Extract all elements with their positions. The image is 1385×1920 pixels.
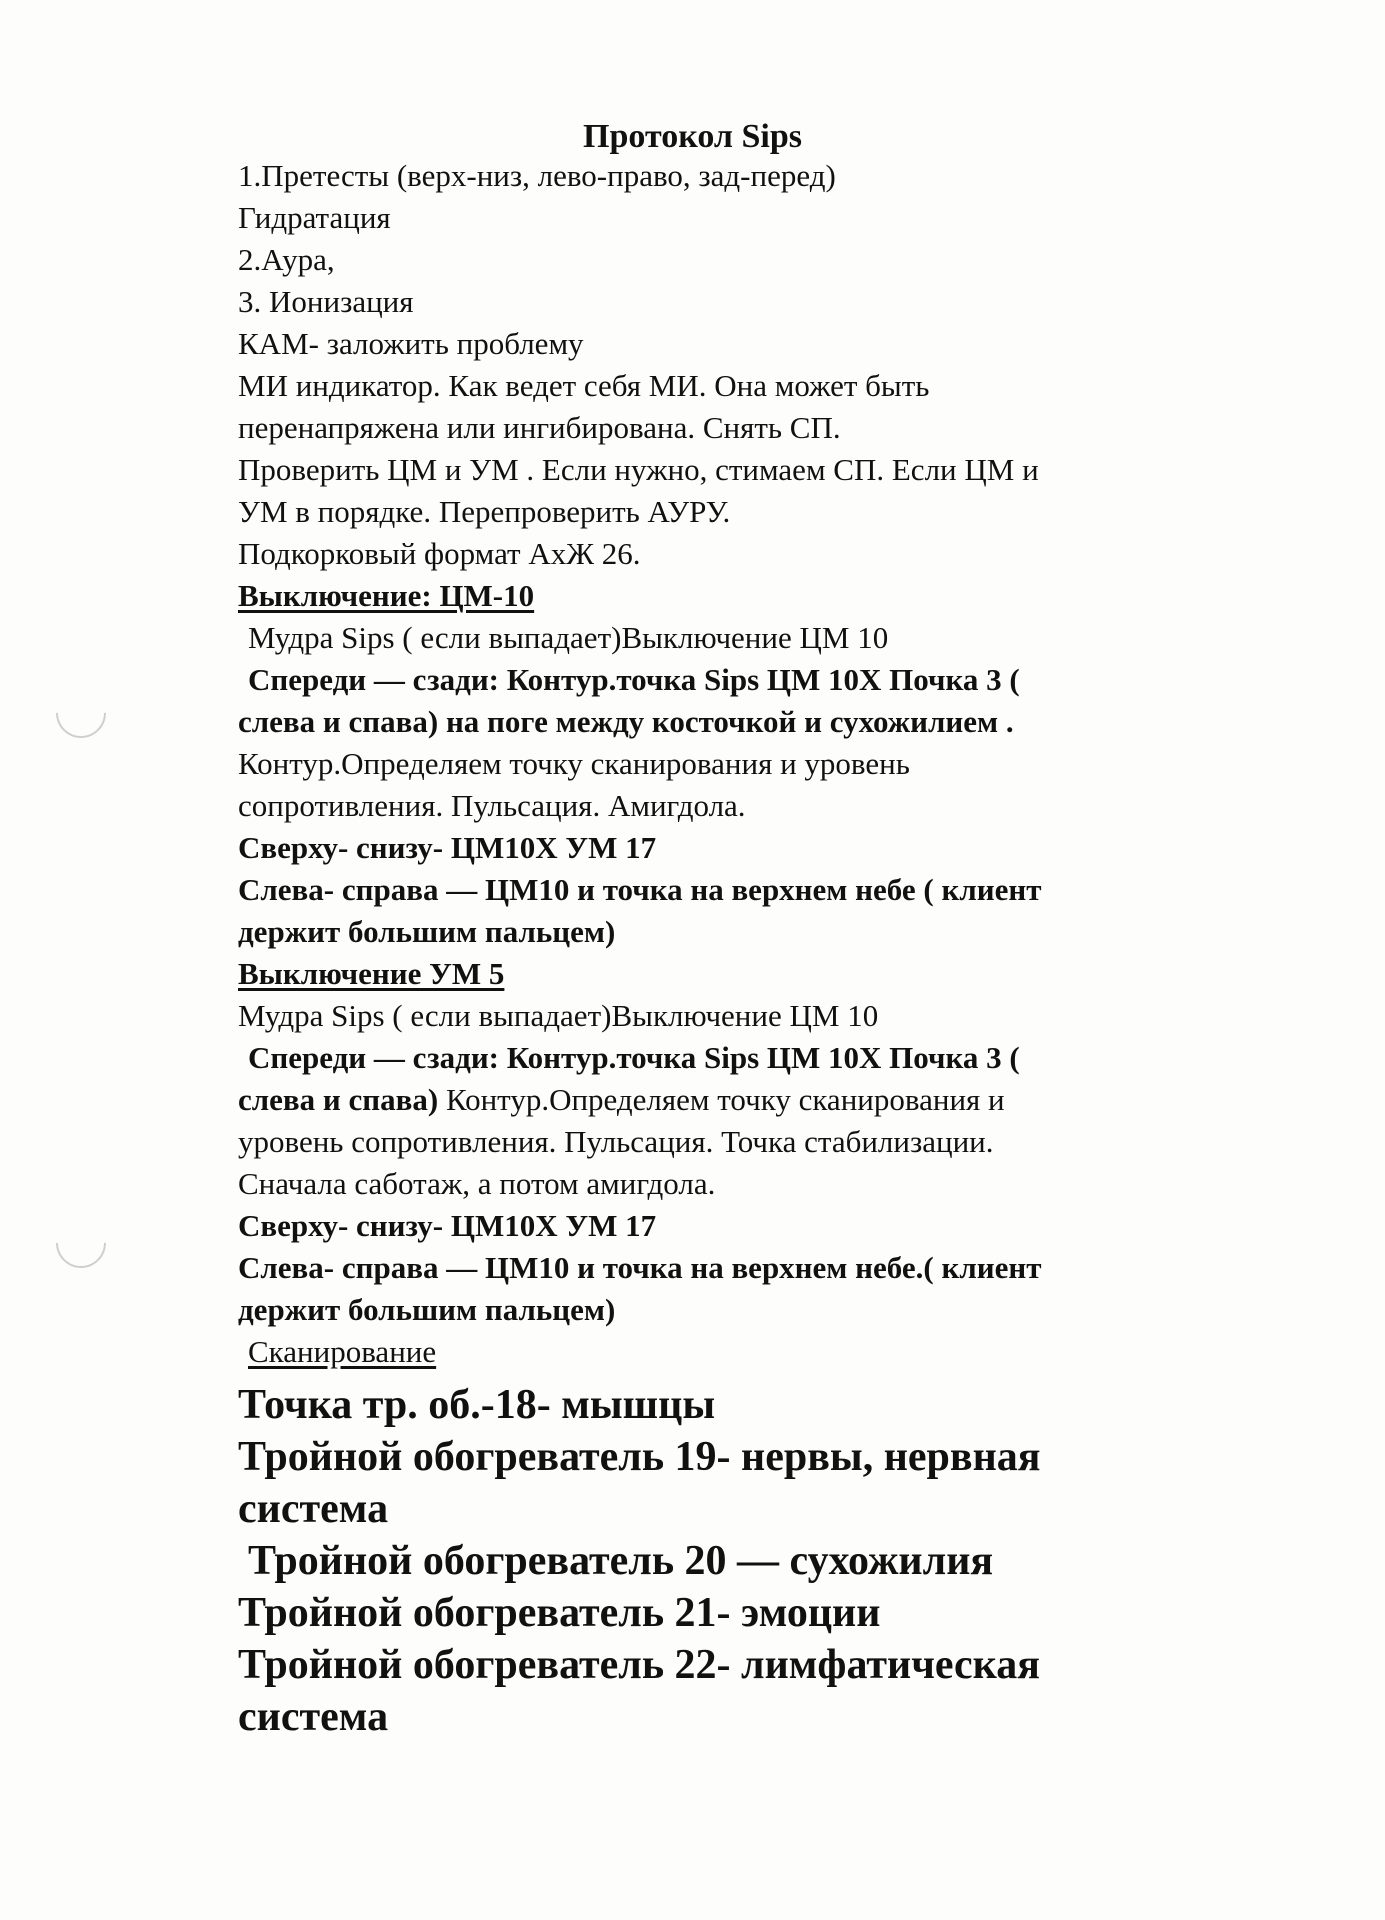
text-line: держит большим пальцем): [238, 914, 616, 949]
document-title: Протокол Sips: [583, 118, 802, 155]
text-line: слева и спава) на поге между косточкой и сухожилием .: [238, 704, 1014, 739]
scan-item: Тройной обогреватель 21- эмоции: [238, 1590, 881, 1636]
text-line: 1.Претесты (верх-низ, лево-право, зад-перед): [238, 158, 836, 193]
text-line: Спереди — сзади: Контур.точка Sips ЦМ 10Х Почка 3 (: [248, 662, 1020, 697]
scan-item: Точка тр. об.-18- мышцы: [238, 1382, 716, 1428]
text-line: [238, 1079, 1238, 1121]
scan-item: система: [238, 1486, 389, 1532]
text-line: КАМ- заложить проблему: [238, 326, 584, 361]
text-line: Спереди — сзади: Контур.точка Sips ЦМ 10Х Почка 3 (: [248, 1040, 1020, 1075]
text-line: держит большим пальцем): [238, 1292, 616, 1327]
text-line: Гидратация: [238, 200, 391, 235]
scan-item: Тройной обогреватель 19- нервы, нервная: [238, 1434, 1041, 1480]
text-span-bold: слева и спава): [238, 1082, 439, 1117]
text-line: сопротивления. Пульсация. Амигдола.: [238, 788, 746, 823]
punch-hole-top: [46, 678, 117, 749]
text-span: Контур.Определяем точку сканирования и: [438, 1082, 1005, 1117]
text-line: Подкорковый формат АхЖ 26.: [238, 536, 641, 571]
text-line: перенапряжена или ингибирована. Снять СП.: [238, 410, 841, 445]
text-line: Мудра Sips ( если выпадает)Выключение ЦМ 10: [238, 998, 879, 1033]
text-line: 2.Аура,: [238, 242, 335, 277]
text-line: уровень сопротивления. Пульсация. Точка стабилизации.: [238, 1124, 994, 1159]
text-line: Слева- справа — ЦМ10 и точка на верхнем небе.( клиент: [238, 1250, 1042, 1285]
text-line: Контур.Определяем точку сканирования и уровень: [238, 746, 910, 781]
text-line: Слева- справа — ЦМ10 и точка на верхнем небе ( клиент: [238, 872, 1042, 907]
scan-item: система: [238, 1694, 389, 1740]
text-line: Проверить ЦМ и УМ . Если нужно, стимаем СП. Если ЦМ и: [238, 452, 1039, 487]
document-body: [238, 155, 1238, 1743]
text-line: МИ индикатор. Как ведет себя МИ. Она может быть: [238, 368, 930, 403]
text-line: 3. Ионизация: [238, 284, 414, 319]
section-heading-um5: Выключение УМ 5: [238, 956, 505, 991]
scan-item: Тройной обогреватель 22- лимфатическая: [238, 1642, 1040, 1688]
text-line: Сначала саботаж, а потом амигдола.: [238, 1166, 716, 1201]
section-heading-cm10: Выключение: ЦМ-10: [238, 578, 535, 613]
text-line: Мудра Sips ( если выпадает)Выключение ЦМ 10: [248, 620, 889, 655]
scan-item: Тройной обогреватель 20 — сухожилия: [248, 1538, 994, 1584]
text-line: УМ в порядке. Перепроверить АУРУ.: [238, 494, 731, 529]
text-line: Сверху- снизу- ЦМ10Х УМ 17: [238, 830, 657, 865]
text-line: Сверху- снизу- ЦМ10Х УМ 17: [238, 1208, 657, 1243]
section-heading-scanning: Сканирование: [248, 1334, 437, 1369]
punch-hole-bottom: [46, 1208, 117, 1279]
